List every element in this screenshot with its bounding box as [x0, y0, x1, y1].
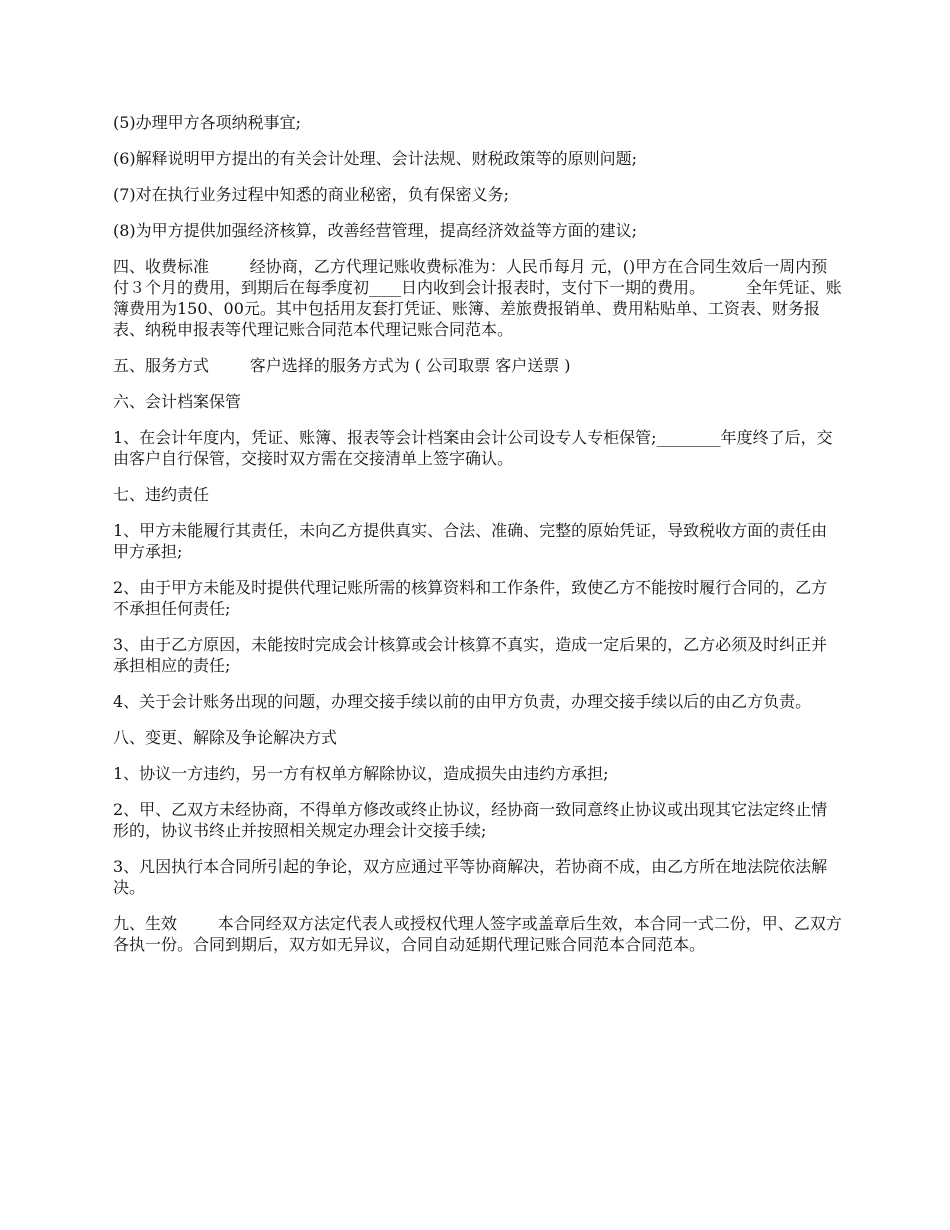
clause-5: (5)办理甲方各项纳税事宜; [113, 113, 302, 132]
dispute-item-1: 1、协议一方违约，另一方有权单方解除协议，造成损失由违约方承担; [113, 764, 609, 783]
section-heading-liability: 七、违约责任 [113, 485, 210, 504]
document-page [113, 112, 843, 970]
section-effectiveness: 九、生效 本合同经双方法定代表人或授权代理人签字或盖章后生效，本合同一式二份，甲、乙双方各执一份。合同到期后，双方如无异议，合同自动延期代理记账合同范本合同范本。 [113, 914, 842, 954]
clause-7: (7)对在执行业务过程中知悉的商业秘密，负有保密义务; [113, 185, 510, 204]
clause-6: (6)解释说明甲方提出的有关会计处理、会计法规、财税政策等的原则问题; [113, 149, 638, 168]
section-service-mode: 五、服务方式 客户选择的服务方式为 ( 公司取票 客户送票 ) [113, 356, 571, 375]
liability-item-2: 2、由于甲方未能及时提供代理记账所需的核算资料和工作条件，致使乙方不能按时履行合同的，乙方不承担任何责任; [113, 578, 828, 618]
dispute-item-3: 3、凡因执行本合同所引起的争论，双方应通过平等协商解决，若协商不成，由乙方所在地法院依法解决。 [113, 857, 828, 897]
liability-item-3: 3、由于乙方原因，未能按时完成会计核算或会计核算不真实，造成一定后果的，乙方必须及时纠正并承担相应的责任; [113, 635, 828, 675]
liability-item-4: 4、关于会计账务出现的问题，办理交接手续以前的由甲方负责，办理交接手续以后的由乙方负责。 [113, 692, 812, 711]
dispute-item-2: 2、甲、乙双方未经协商，不得单方修改或终止协议，经协商一致同意终止协议或出现其它法定终止情形的，协议书终止并按照相关规定办理会计交接手续; [113, 800, 828, 840]
section-fee-standard: 四、收费标准 经协商，乙方代理记账收费标准为：人民币每月 元，()甲方在合同生效后一周内预付３个月的费用，到期后在每季度初____日内收到会计报表时，支付下一期的费用。 全年凭证、账簿费用为150、00元。其中包括用友套打凭证、账簿、差旅费报销单、费用粘贴单、工资表、财务报表、纳税申报表等代理记账合同范本代理记账合同范本。 [113, 257, 842, 339]
liability-item-1: 1、甲方未能履行其责任，未向乙方提供真实、合法、准确、完整的原始凭证，导致税收方面的责任由甲方承担; [113, 521, 828, 561]
clause-8: (8)为甲方提供加强经济核算，改善经营管理，提高经济效益等方面的建议; [113, 221, 638, 240]
section-heading-dispute: 八、变更、解除及争论解决方式 [113, 728, 338, 747]
section-heading-archives: 六、会计档案保管 [113, 392, 242, 411]
archives-item-1: 1、在会计年度内，凭证、账簿、报表等会计档案由会计公司设专人专柜保管;________年度终了后，交由客户自行保管，交接时双方需在交接清单上签字确认。 [113, 428, 833, 468]
